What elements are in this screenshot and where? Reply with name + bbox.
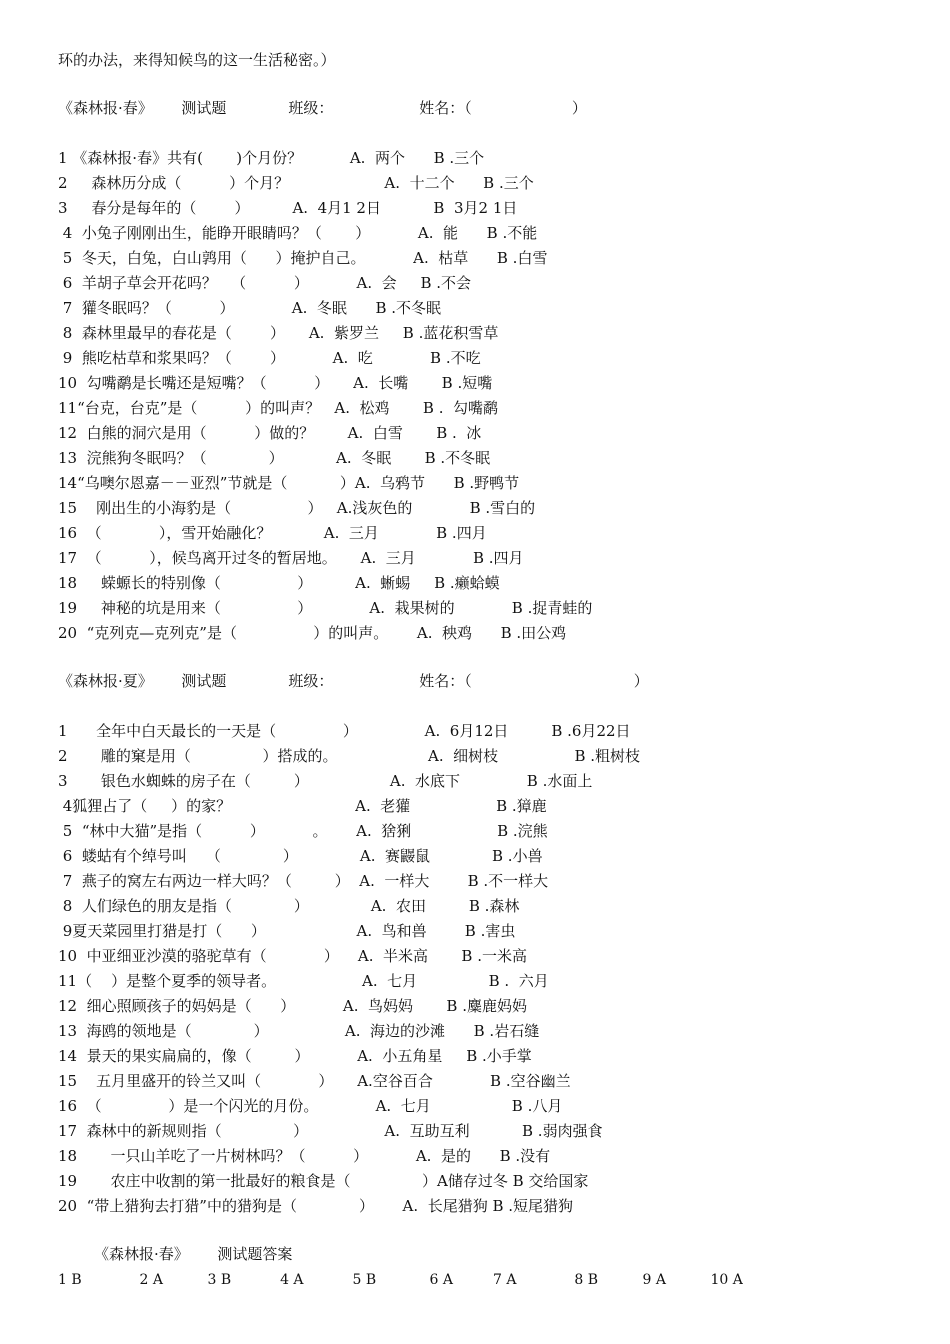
spring-question: 12 白熊的洞穴是用（ ）做的？ A. 白雪 B . 冰 [58,424,482,442]
spring-question: 4 小兔子刚刚出生，能睁开眼睛吗？（ ） A. 能 B .不能 [58,224,538,242]
spring-question: 10 勾嘴鹬是长嘴还是短嘴？（ ） A. 长嘴 B .短嘴 [58,374,493,392]
spring-question: 5 冬天，白兔，白山鹑用（ ）掩护自己。 A. 枯草 B .白雪 [58,249,548,267]
spring-question: 16 （ ），雪开始融化？ A. 三月 B .四月 [58,524,487,542]
answer-key-line: 1 B 2 A 3 B 4 A 5 B 6 A 7 A 8 B 9 A 10 A [58,1272,743,1288]
spring-question: 18 蝾螈长的特别像（ ） A. 蜥蜴 B .癞蛤蟆 [58,574,500,592]
spring-question: 8 森林里最早的春花是（ ） A. 紫罗兰 B .蓝花积雪草 [58,324,499,342]
summer-question: 5 “林中大猫”是指（ ） 。 A. 猞猁 B .浣熊 [58,822,548,840]
summer-question: 14 景天的果实扁扁的，像（ ） A. 小五角星 B .小手掌 [58,1047,532,1065]
summer-question: 13 海鸥的领地是（ ） A. 海边的沙滩 B .岩石缝 [58,1022,540,1040]
summer-question: 3 银色水蜘蛛的房子在（ ） A. 水底下 B .水面上 [58,772,593,790]
summer-question: 6 蝼蛄有个绰号叫 （ ） A. 赛鼹鼠 B .小兽 [58,847,543,865]
spring-question: 6 羊胡子草会开花吗？ （ ） A. 会 B .不会 [58,274,472,292]
intro-text: 环的办法，来得知候鸟的这一生活秘密。） [58,51,336,69]
spring-question: 19 神秘的坑是用来（ ） A. 栽果树的 B .捉青蛙的 [58,599,593,617]
summer-question: 20 “带上猎狗去打猎”中的猎狗是（ ） A. 长尾猎狗 B .短尾猎狗 [58,1197,574,1215]
summer-test-header: 《森林报·夏》 测试题 班级： 姓名：（ ） [58,672,649,690]
spring-question: 20 “克列克—克列克”是（ ）的叫声。 A. 秧鸡 B .田公鸡 [58,624,567,642]
spring-question: 17 （ ），候鸟离开过冬的暂居地。 A. 三月 B .四月 [58,549,524,567]
summer-question: 1 全年中白天最长的一天是（ ） A. 6月12日 B .6月22日 [58,722,631,740]
spring-question: 11“台克，台克”是（ ）的叫声？ A. 松鸡 B . 勾嘴鹬 [58,399,499,417]
spring-question: 2 森林历分成（ ）个月？ A. 十二个 B .三个 [58,174,534,192]
summer-question: 10 中亚细亚沙漠的骆驼草有（ ） A. 半米高 B .一米高 [58,947,527,965]
summer-question: 19 农庄中收割的第一批最好的粮食是（ ）A储存过冬 B 交给国家 [58,1172,589,1190]
answer-key-title: 《森林报·春》 测试题答案 [94,1245,293,1263]
summer-question: 7 燕子的窝左右两边一样大吗？（ ） A. 一样大 B .不一样大 [58,872,549,890]
summer-question: 12 细心照顾孩子的妈妈是（ ） A. 鸟妈妈 B .麋鹿妈妈 [58,997,527,1015]
spring-question: 14“乌噢尔恩嘉－－亚烈”节就是（ ）A. 乌鸦节 B .野鸭节 [58,474,520,492]
spring-test-header: 《森林报·春》 测试题 班级： 姓名：（ ） [58,99,587,117]
summer-question: 9夏天菜园里打猎是打（ ） A. 鸟和兽 B .害虫 [58,922,516,940]
summer-question: 17 森林中的新规则指（ ） A. 互助互利 B .弱肉强食 [58,1122,603,1140]
spring-question: 15 刚出生的小海豹是（ ） A.浅灰色的 B .雪白的 [58,499,536,517]
spring-question: 3 春分是每年的（ ） A. 4月1 2日 B 3月2 1日 [58,199,518,217]
summer-question: 11（ ）是整个夏季的领导者。 A. 七月 B . 六月 [58,972,549,990]
summer-question: 18 一只山羊吃了一片树林吗？（ ） A. 是的 B .没有 [58,1147,551,1165]
summer-question: 2 雕的窠是用（ ）搭成的。 A. 细树枝 B .粗树枝 [58,747,641,765]
summer-question: 15 五月里盛开的铃兰又叫（ ） A.空谷百合 B .空谷幽兰 [58,1072,571,1090]
summer-question: 16 （ ）是一个闪光的月份。 A. 七月 B .八月 [58,1097,563,1115]
summer-question: 8 人们绿色的朋友是指（ ） A. 农田 B .森林 [58,897,520,915]
spring-question: 9 熊吃枯草和浆果吗？（ ） A. 吃 B .不吃 [58,349,481,367]
spring-question: 7 獾冬眠吗？（ ） A. 冬眠 B .不冬眠 [58,299,442,317]
spring-question: 1 《森林报·春》共有( )个月份？ A. 两个 B .三个 [58,149,485,167]
spring-question: 13 浣熊狗冬眠吗？（ ） A. 冬眠 B .不冬眠 [58,449,491,467]
summer-question: 4狐狸占了（ ）的家？ A. 老獾 B .獐鹿 [58,797,547,815]
